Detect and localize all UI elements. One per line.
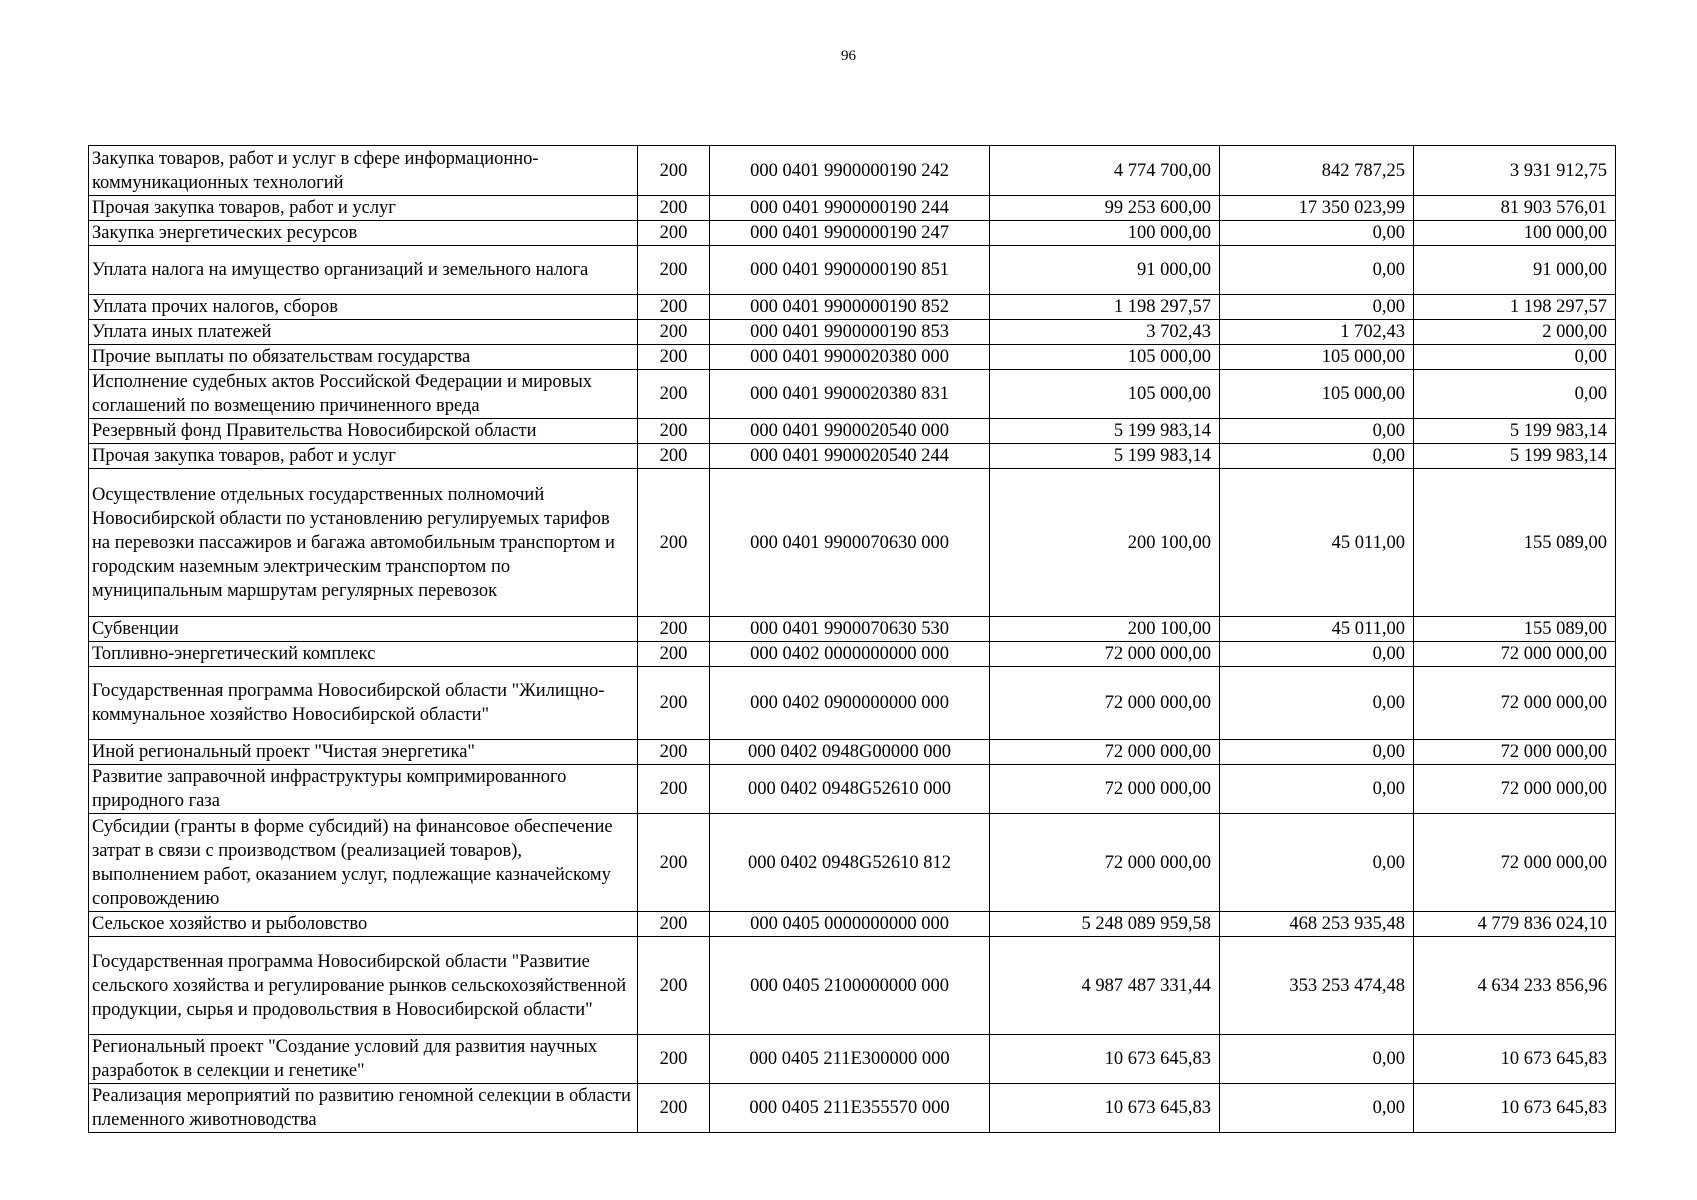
approved-amount-cell: 4 987 487 331,44 [990,937,1220,1035]
table-row [89,196,1616,221]
unexecuted-amount-cell: 10 673 645,83 [1414,1035,1616,1084]
table-row [89,345,1616,370]
budget-classification-code-cell: 000 0401 9900070630 530 [710,617,990,642]
budget-classification-code-cell: 000 0401 9900000190 853 [710,320,990,345]
unexecuted-amount-cell: 72 000 000,00 [1414,642,1616,667]
executed-amount-cell: 0,00 [1220,444,1414,469]
approved-amount-cell: 5 199 983,14 [990,444,1220,469]
table-row [89,221,1616,246]
indicator-name-cell: Закупка товаров, работ и услуг в сфере информационно-коммуникационных технологий [89,146,638,196]
indicator-name-cell: Уплата налога на имущество организаций и земельного налога [89,246,638,295]
approved-amount-cell: 91 000,00 [990,246,1220,295]
table-row [89,617,1616,642]
executed-amount-cell: 17 350 023,99 [1220,196,1414,221]
unexecuted-amount-cell: 2 000,00 [1414,320,1616,345]
budget-classification-code-cell: 000 0402 0000000000 000 [710,642,990,667]
budget-classification-code-cell: 000 0401 9900020380 000 [710,345,990,370]
line-code-cell: 200 [638,642,710,667]
unexecuted-amount-cell: 4 634 233 856,96 [1414,937,1616,1035]
executed-amount-cell: 105 000,00 [1220,370,1414,419]
line-code-cell: 200 [638,1035,710,1084]
table-row [89,370,1616,419]
executed-amount-cell: 0,00 [1220,221,1414,246]
unexecuted-amount-cell: 72 000 000,00 [1414,667,1616,740]
line-code-cell: 200 [638,912,710,937]
line-code-cell: 200 [638,765,710,814]
unexecuted-amount-cell: 1 198 297,57 [1414,295,1616,320]
indicator-name-cell: Иной региональный проект "Чистая энергетика" [89,740,638,765]
budget-classification-code-cell: 000 0401 9900020540 244 [710,444,990,469]
approved-amount-cell: 105 000,00 [990,370,1220,419]
approved-amount-cell: 1 198 297,57 [990,295,1220,320]
line-code-cell: 200 [638,221,710,246]
unexecuted-amount-cell: 72 000 000,00 [1414,814,1616,912]
approved-amount-cell: 4 774 700,00 [990,146,1220,196]
indicator-name-cell: Исполнение судебных актов Российской Федерации и мировых соглашений по возмещению причиненного вреда [89,370,638,419]
budget-classification-code-cell: 000 0401 9900000190 242 [710,146,990,196]
unexecuted-amount-cell: 4 779 836 024,10 [1414,912,1616,937]
indicator-name-cell: Государственная программа Новосибирской области "Жилищно-коммунальное хозяйство Новосибирской области" [89,667,638,740]
approved-amount-cell: 5 248 089 959,58 [990,912,1220,937]
indicator-name-cell: Прочая закупка товаров, работ и услуг [89,196,638,221]
indicator-name-cell: Прочие выплаты по обязательствам государства [89,345,638,370]
executed-amount-cell: 45 011,00 [1220,617,1414,642]
indicator-name-cell: Топливно-энергетический комплекс [89,642,638,667]
executed-amount-cell: 0,00 [1220,667,1414,740]
line-code-cell: 200 [638,740,710,765]
approved-amount-cell: 200 100,00 [990,617,1220,642]
executed-amount-cell: 0,00 [1220,419,1414,444]
unexecuted-amount-cell: 3 931 912,75 [1414,146,1616,196]
budget-classification-code-cell: 000 0402 0948G00000 000 [710,740,990,765]
executed-amount-cell: 0,00 [1220,642,1414,667]
table-row [89,1035,1616,1084]
indicator-name-cell: Сельское хозяйство и рыболовство [89,912,638,937]
unexecuted-amount-cell: 72 000 000,00 [1414,765,1616,814]
line-code-cell: 200 [638,1084,710,1133]
table-row [89,814,1616,912]
budget-classification-code-cell: 000 0401 9900000190 851 [710,246,990,295]
budget-classification-code-cell: 000 0405 211E355570 000 [710,1084,990,1133]
indicator-name-cell: Субвенции [89,617,638,642]
line-code-cell: 200 [638,146,710,196]
indicator-name-cell: Прочая закупка товаров, работ и услуг [89,444,638,469]
approved-amount-cell: 5 199 983,14 [990,419,1220,444]
line-code-cell: 200 [638,345,710,370]
executed-amount-cell: 0,00 [1220,1035,1414,1084]
line-code-cell: 200 [638,295,710,320]
executed-amount-cell: 105 000,00 [1220,345,1414,370]
approved-amount-cell: 3 702,43 [990,320,1220,345]
table-row [89,419,1616,444]
line-code-cell: 200 [638,617,710,642]
line-code-cell: 200 [638,667,710,740]
indicator-name-cell: Закупка энергетических ресурсов [89,221,638,246]
executed-amount-cell: 0,00 [1220,295,1414,320]
table-row [89,320,1616,345]
table-row [89,469,1616,617]
approved-amount-cell: 72 000 000,00 [990,765,1220,814]
table-row [89,912,1616,937]
executed-amount-cell: 0,00 [1220,246,1414,295]
table-row [89,937,1616,1035]
approved-amount-cell: 10 673 645,83 [990,1084,1220,1133]
approved-amount-cell: 100 000,00 [990,221,1220,246]
unexecuted-amount-cell: 10 673 645,83 [1414,1084,1616,1133]
budget-classification-code-cell: 000 0401 9900000190 852 [710,295,990,320]
budget-classification-code-cell: 000 0405 0000000000 000 [710,912,990,937]
indicator-name-cell: Уплата прочих налогов, сборов [89,295,638,320]
approved-amount-cell: 99 253 600,00 [990,196,1220,221]
table-row [89,667,1616,740]
line-code-cell: 200 [638,320,710,345]
budget-classification-code-cell: 000 0405 2100000000 000 [710,937,990,1035]
approved-amount-cell: 72 000 000,00 [990,740,1220,765]
indicator-name-cell: Государственная программа Новосибирской области "Развитие сельского хозяйства и регулирование рынков сельскохозяйственной продукции, сырья и продовольствия в Новосибирской области" [89,937,638,1035]
executed-amount-cell: 45 011,00 [1220,469,1414,617]
line-code-cell: 200 [638,246,710,295]
budget-classification-code-cell: 000 0402 0900000000 000 [710,667,990,740]
table-row [89,246,1616,295]
budget-execution-table [88,145,1616,1133]
unexecuted-amount-cell: 91 000,00 [1414,246,1616,295]
executed-amount-cell: 0,00 [1220,814,1414,912]
budget-classification-code-cell: 000 0402 0948G52610 000 [710,765,990,814]
indicator-name-cell: Реализация мероприятий по развитию геномной селекции в области племенного животноводства [89,1084,638,1133]
line-code-cell: 200 [638,196,710,221]
line-code-cell: 200 [638,814,710,912]
unexecuted-amount-cell: 5 199 983,14 [1414,419,1616,444]
approved-amount-cell: 72 000 000,00 [990,814,1220,912]
budget-classification-code-cell: 000 0401 9900000190 244 [710,196,990,221]
executed-amount-cell: 0,00 [1220,740,1414,765]
unexecuted-amount-cell: 5 199 983,14 [1414,444,1616,469]
unexecuted-amount-cell: 0,00 [1414,370,1616,419]
line-code-cell: 200 [638,370,710,419]
line-code-cell: 200 [638,419,710,444]
indicator-name-cell: Осуществление отдельных государственных полномочий Новосибирской области по установлению регулируемых тарифов на перевозки пассажиров и багажа автомобильным транспортом и городским наземным электрическим транспортом по муниципальным маршрутам регулярных перевозок [89,469,638,617]
unexecuted-amount-cell: 155 089,00 [1414,617,1616,642]
executed-amount-cell: 0,00 [1220,1084,1414,1133]
table-row [89,740,1616,765]
budget-classification-code-cell: 000 0401 9900020540 000 [710,419,990,444]
approved-amount-cell: 10 673 645,83 [990,1035,1220,1084]
approved-amount-cell: 200 100,00 [990,469,1220,617]
unexecuted-amount-cell: 155 089,00 [1414,469,1616,617]
table-row [89,1084,1616,1133]
table-row [89,146,1616,196]
indicator-name-cell: Субсидии (гранты в форме субсидий) на финансовое обеспечение затрат в связи с производством (реализацией товаров), выполнением работ, оказанием услуг, подлежащие казначейскому сопровождению [89,814,638,912]
unexecuted-amount-cell: 0,00 [1414,345,1616,370]
approved-amount-cell: 72 000 000,00 [990,667,1220,740]
budget-classification-code-cell: 000 0401 9900000190 247 [710,221,990,246]
page-number: 96 [841,48,856,64]
indicator-name-cell: Резервный фонд Правительства Новосибирской области [89,419,638,444]
table-row [89,642,1616,667]
table-row [89,444,1616,469]
executed-amount-cell: 353 253 474,48 [1220,937,1414,1035]
line-code-cell: 200 [638,444,710,469]
table-body [89,146,1616,1133]
unexecuted-amount-cell: 81 903 576,01 [1414,196,1616,221]
executed-amount-cell: 842 787,25 [1220,146,1414,196]
approved-amount-cell: 72 000 000,00 [990,642,1220,667]
indicator-name-cell: Развитие заправочной инфраструктуры компримированного природного газа [89,765,638,814]
table-row [89,295,1616,320]
line-code-cell: 200 [638,937,710,1035]
executed-amount-cell: 468 253 935,48 [1220,912,1414,937]
approved-amount-cell: 105 000,00 [990,345,1220,370]
unexecuted-amount-cell: 100 000,00 [1414,221,1616,246]
budget-classification-code-cell: 000 0405 211E300000 000 [710,1035,990,1084]
indicator-name-cell: Региональный проект "Создание условий для развития научных разработок в селекции и генетике" [89,1035,638,1084]
indicator-name-cell: Уплата иных платежей [89,320,638,345]
budget-classification-code-cell: 000 0402 0948G52610 812 [710,814,990,912]
unexecuted-amount-cell: 72 000 000,00 [1414,740,1616,765]
budget-classification-code-cell: 000 0401 9900020380 831 [710,370,990,419]
executed-amount-cell: 0,00 [1220,765,1414,814]
line-code-cell: 200 [638,469,710,617]
budget-classification-code-cell: 000 0401 9900070630 000 [710,469,990,617]
executed-amount-cell: 1 702,43 [1220,320,1414,345]
table-row [89,765,1616,814]
